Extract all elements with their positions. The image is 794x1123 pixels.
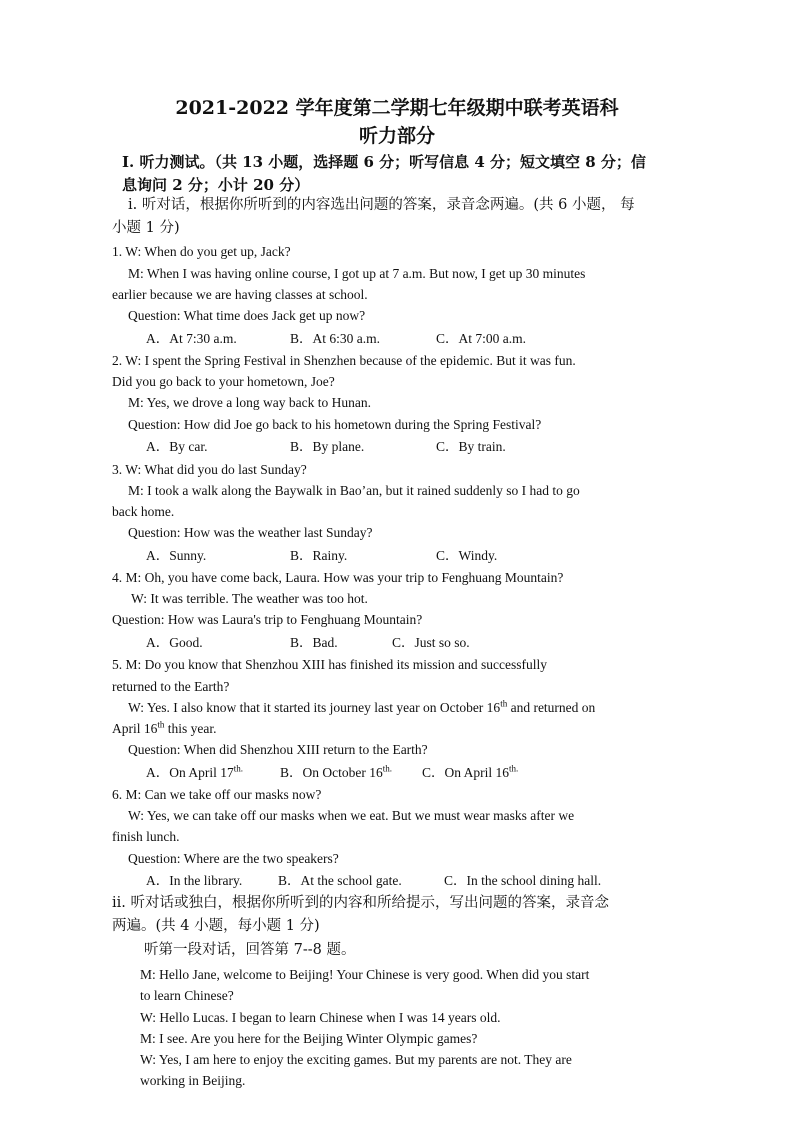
q5-man-line: 5. M: Do you know that Shenzhou XIII has finished its mission and successfully bbox=[112, 657, 547, 672]
part-i-instruction-cont: 小题 1 分) bbox=[112, 220, 180, 236]
dialog-line-1: M: Hello Jane, welcome to Beijing! Your Chinese is very good. When did you start bbox=[140, 967, 590, 982]
q3-question: Question: How was the weather last Sunday? bbox=[128, 525, 373, 540]
section-heading-cont: 息询问 2 分；小计 20 分） bbox=[122, 176, 310, 194]
q5-option-c bbox=[422, 764, 518, 782]
part-i-instruction: i. 听对话，根据你所听到的内容选出问题的答案，录音念两遍。(共 6 小题， 每 bbox=[128, 197, 635, 213]
part-ii-instruction: ii. 听对话或独白，根据你所听到的内容和所给提示，写出问题的答案，录音念 bbox=[112, 895, 609, 911]
dialog-line-5: W: Yes, I am here to enjoy the exciting games. But my parents are not. They are bbox=[140, 1052, 572, 1067]
q5-option-b-text: B．On October 16 bbox=[280, 765, 383, 780]
ordinal-suffix: th bbox=[157, 719, 165, 730]
q2-question: Question: How did Joe go back to his hometown during the Spring Festival? bbox=[128, 417, 542, 432]
q1-woman-line: 1. W: When do you get up, Jack? bbox=[112, 244, 291, 259]
dialog-line-6: working in Beijing. bbox=[140, 1073, 246, 1088]
q5-man-line-cont: returned to the Earth? bbox=[112, 679, 230, 694]
ordinal-suffix: th bbox=[500, 698, 508, 709]
ordinal-suffix: th. bbox=[382, 763, 392, 774]
q2-option-c: C．By train. bbox=[436, 439, 506, 454]
q5-option-a bbox=[146, 764, 243, 782]
q4-option-b: B．Bad. bbox=[290, 635, 338, 650]
exam-title: 2021-2022 学年度第二学期七年级期中联考英语科 bbox=[175, 97, 619, 119]
q1-option-c: C．At 7:00 a.m. bbox=[436, 331, 526, 346]
q1-man-line: M: When I was having online course, I got up at 7 a.m. But now, I get up 30 minutes bbox=[128, 266, 586, 281]
ordinal-suffix: th. bbox=[233, 763, 244, 774]
q5-option-b bbox=[280, 764, 392, 782]
q1-question: Question: What time does Jack get up now? bbox=[128, 308, 366, 323]
q3-option-b: B．Rainy. bbox=[290, 548, 348, 563]
q5-woman-text: W: Yes. I also know that it started its journey last year on October 16 bbox=[128, 700, 501, 715]
q2-option-b: B．By plane. bbox=[290, 439, 365, 454]
dialog-line-2: to learn Chinese? bbox=[140, 988, 234, 1003]
q1-man-line-cont: earlier because we are having classes at school. bbox=[112, 287, 368, 302]
dialog-line-3: W: Hello Lucas. I began to learn Chinese when I was 14 years old. bbox=[140, 1010, 501, 1025]
q5-option-c-text: C．On April 16 bbox=[422, 765, 510, 780]
ordinal-suffix: th. bbox=[509, 763, 519, 774]
q3-man-line-cont: back home. bbox=[112, 504, 175, 519]
q3-option-c: C．Windy. bbox=[436, 548, 498, 563]
q6-option-b: B．At the school gate. bbox=[278, 873, 402, 888]
q5-woman-text-end: and returned on bbox=[507, 700, 596, 715]
part-ii-subheading: 听第一段对话，回答第 7--8 题。 bbox=[144, 942, 356, 958]
part-ii-instruction-cont: 两遍。(共 4 小题，每小题 1 分) bbox=[112, 918, 320, 934]
q6-man-line: 6. M: Can we take off our masks now? bbox=[112, 787, 322, 802]
section-heading: I. 听力测试。（共 13 小题，选择题 6 分；听写信息 4 分；短文填空 8 分；信 bbox=[122, 153, 646, 171]
q2-man-line: M: Yes, we drove a long way back to Hunan. bbox=[128, 395, 371, 410]
dialog-line-4: M: I see. Are you here for the Beijing Winter Olympic games? bbox=[140, 1031, 478, 1046]
q3-option-a: A．Sunny. bbox=[146, 548, 207, 563]
q4-question: Question: How was Laura's trip to Fenghuang Mountain? bbox=[112, 612, 423, 627]
q5-woman-line bbox=[128, 699, 595, 717]
q6-question: Question: Where are the two speakers? bbox=[128, 851, 339, 866]
q5-woman-line-cont bbox=[112, 720, 217, 738]
q1-option-b: B．At 6:30 a.m. bbox=[290, 331, 380, 346]
q5-woman-text-tail: this year. bbox=[164, 721, 217, 736]
q4-option-a: A．Good. bbox=[146, 635, 203, 650]
section-title: 听力部分 bbox=[358, 125, 435, 147]
q4-option-c: C．Just so so. bbox=[392, 635, 470, 650]
q2-woman-line: 2. W: I spent the Spring Festival in Shenzhen because of the epidemic. But it was fun. bbox=[112, 353, 576, 368]
q5-woman-date: April 16 bbox=[112, 721, 158, 736]
q6-woman-line: W: Yes, we can take off our masks when we eat. But we must wear masks after we bbox=[128, 808, 575, 823]
q3-man-line: M: I took a walk along the Baywalk in Bao’an, but it rained suddenly so I had to go bbox=[128, 483, 580, 498]
q2-woman-line-cont: Did you go back to your hometown, Joe? bbox=[112, 374, 335, 389]
q5-question: Question: When did Shenzhou XIII return to the Earth? bbox=[128, 742, 428, 757]
q4-man-line: 4. M: Oh, you have come back, Laura. How was your trip to Fenghuang Mountain? bbox=[112, 570, 564, 585]
q4-woman-line: W: It was terrible. The weather was too hot. bbox=[131, 591, 368, 606]
q3-woman-line: 3. W: What did you do last Sunday? bbox=[112, 462, 307, 477]
q2-option-a: A．By car. bbox=[146, 439, 208, 454]
q6-woman-line-cont: finish lunch. bbox=[112, 829, 180, 844]
q5-option-a-text: A．On April 17 bbox=[146, 765, 234, 780]
q6-option-a: A．In the library. bbox=[146, 873, 243, 888]
q1-option-a: A．At 7:30 a.m. bbox=[146, 331, 237, 346]
q6-option-c: C．In the school dining hall. bbox=[444, 873, 602, 888]
